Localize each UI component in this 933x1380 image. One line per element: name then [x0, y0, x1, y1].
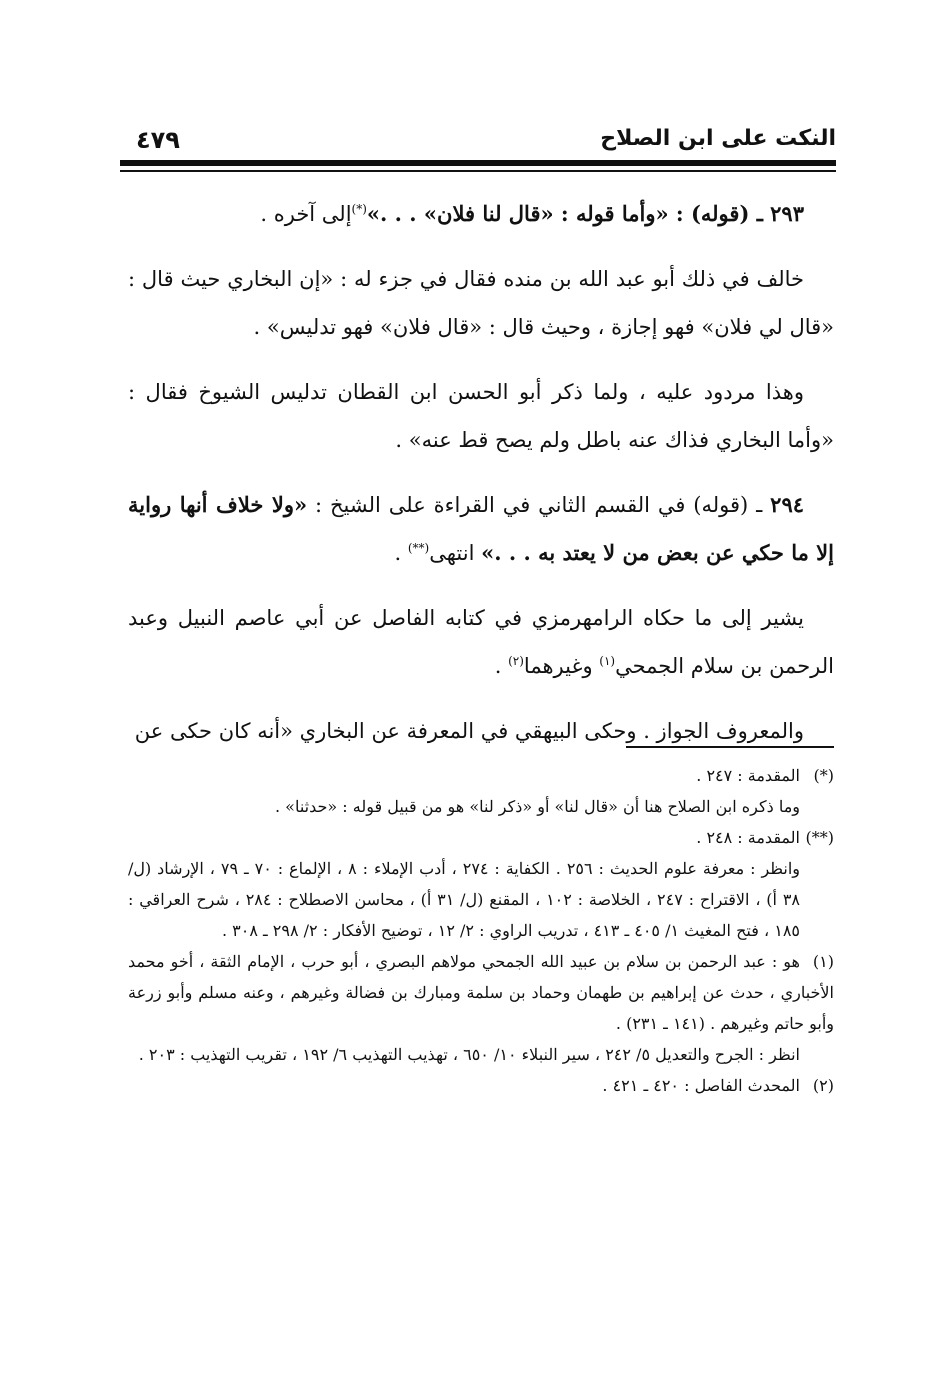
footnote-text: هو : عبد الرحمن بن سلام بن عبيد الله الجمحي مولاهم البصري ، أبو حرب ، الإمام الثقة ، أخو محمد الأخباري ، حدث عن إبراهيم بن طهمان وحماد بن سلمة ومبارك بن فضالة وغيرهم ، وعنه مسلم وأبو زرعة وأبو حاتم وغيرهم . (١٤١ ـ ٢٣١) .: [128, 952, 834, 1033]
header-rule-thin: [120, 170, 836, 172]
entry-quote: «ولا خلاف أنها رواية إلا ما حكي عن بعض من لا يعتد به . . .»: [128, 492, 834, 565]
footnote-ref: (**): [407, 541, 430, 555]
footnote-mark: (*): [813, 766, 834, 785]
entry-end: .: [394, 541, 408, 565]
entry-lead: ـ (قوله) في القسم الثاني في القراءة على الشيخ :: [307, 493, 771, 517]
paragraph-293: [128, 190, 834, 238]
footnote: [128, 946, 834, 1039]
running-title: النكت على ابن الصلاح: [600, 126, 836, 151]
entry-tail: إلى آخره .: [260, 202, 352, 226]
paragraph-end: .: [494, 654, 509, 678]
footnote-ref: (*): [351, 202, 367, 216]
footnote-separator: [626, 746, 834, 748]
paragraph-text: وغيرهما: [523, 654, 600, 678]
footnote-text: انظر : الجرح والتعديل ٥/ ٢٤٢ ، سير النبلاء ١٠/ ٦٥٠ ، تهذيب التهذيب ٦/ ١٩٢ ، تقريب التهذيب : ٢٠٣ .: [138, 1045, 800, 1064]
entry-tail: انتهى: [429, 541, 482, 565]
footnote-text: المحدث الفاصل : ٤٢٠ ـ ٤٢١ .: [602, 1076, 800, 1095]
paragraph: خالف في ذلك أبو عبد الله بن منده فقال في جزء له : «إن البخاري حيث قال : «قال لي فلان» فهو إجازة ، وحيث قال : «قال فلان» فهو تدليس» .: [128, 267, 834, 339]
paragraph-text: يشير إلى ما حكاه الرامهرمزي في كتابه الفاصل عن أبي عاصم النبيل وعبد الرحمن بن سلام الجمحي: [128, 606, 834, 678]
footnote-text: المقدمة : ٢٤٨ .: [696, 828, 800, 847]
paragraph: [128, 594, 834, 690]
paragraph-294: [128, 481, 834, 577]
footnote-text: المقدمة : ٢٤٧ .: [696, 766, 800, 785]
footnotes: [128, 760, 834, 1101]
footnote-text: وما ذكره ابن الصلاح هنا أن «قال لنا» أو «ذكر لنا» هو من قبيل قوله : «حدثنا» .: [274, 797, 800, 816]
footnote: [128, 822, 834, 853]
entry-quote: «قال لنا فلان» . . .»: [366, 201, 554, 226]
footnote-ref: (١): [599, 654, 616, 668]
page-number: ٤٧٩: [136, 126, 180, 154]
footnote-ref: (٢): [508, 654, 524, 668]
main-text: [128, 190, 834, 772]
entry-lead: ـ (قوله) : «وأما قوله :: [553, 201, 771, 226]
footnote-text: وانظر : معرفة علوم الحديث : ٢٥٦ . الكفاية : ٢٧٤ ، أدب الإملاء : ٨ ، الإلماع : ٧٠ ـ ٧٩ ، الإرشاد (ل/ ٣٨ أ) ، الاقتراح : ٢٤٧ ، الخلاصة : ١٠٢ ، المقنع (ل/ ٣١ أ) ، محاسن الاصطلاح : ٢٨٤ ، شرح العراقي : ١٨٥ ، فتح المغيث ١/ ٤٠٥ ـ ٤١٣ ، تدريب الراوي : ٢/ ١٢ ، توضيح الأفكار : ٢/ ٢٩٨ ـ ٣٠٨ .: [128, 859, 801, 940]
footnote: [128, 760, 834, 791]
footnote-mark: (١): [812, 952, 834, 971]
footnote: [128, 1070, 834, 1101]
entry-number: ٢٩٣: [770, 201, 804, 226]
header-rule-thick: [120, 160, 836, 166]
paragraph: وهذا مردود عليه ، ولما ذكر أبو الحسن ابن القطان تدليس الشيوخ فقال : «وأما البخاري فذاك عنه باطل ولم يصح قط عنه» .: [128, 380, 834, 452]
footnote-mark: (٢): [812, 1076, 834, 1095]
footnote-mark: (**): [805, 828, 834, 847]
paragraph: والمعروف الجواز . وحكى البيهقي في المعرفة عن البخاري «أنه كان حكى عن: [134, 719, 804, 743]
page-header: [120, 126, 836, 162]
entry-number: ٢٩٤: [770, 492, 805, 517]
